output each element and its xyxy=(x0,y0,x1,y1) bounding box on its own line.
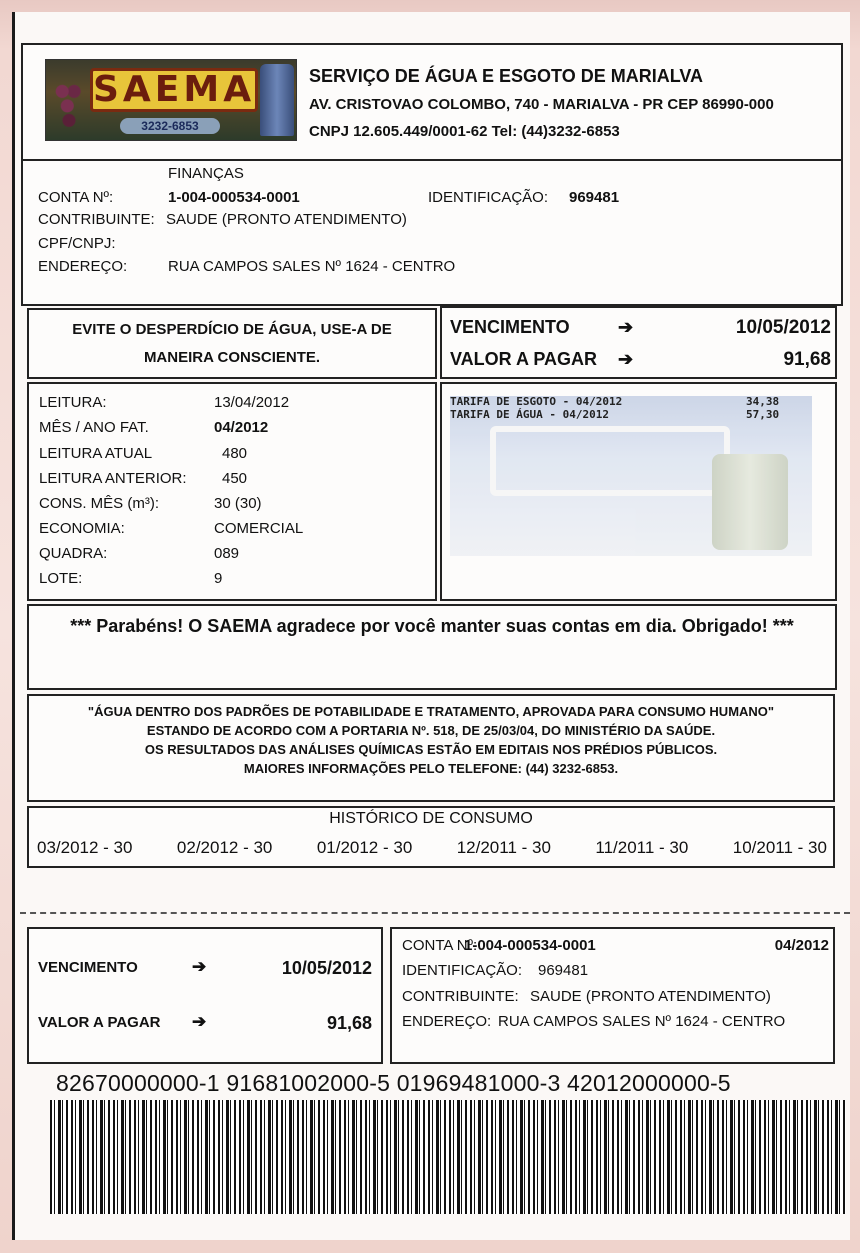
current-reading-label: LEITURA ATUAL xyxy=(39,445,153,462)
payment-barcode xyxy=(50,1100,846,1214)
barcode-digits: 82670000000-1 91681002000-5 01969481000-3 42012000000-5 xyxy=(56,1070,731,1096)
stub-due-summary xyxy=(27,927,383,1064)
stub-account-number: 1-004-000534-0001 xyxy=(464,937,596,954)
notice-line-4: MAIORES INFORMAÇÕES PELO TELEFONE: (44) 3232-6853. xyxy=(243,761,619,776)
block-label: QUADRA: xyxy=(39,545,108,562)
stub-account-label: CONTA Nº: xyxy=(402,937,478,954)
tariff-sewage-label: TARIFA DE ESGOTO - 04/2012 xyxy=(450,395,623,408)
consumption-history xyxy=(27,806,835,868)
waste-alert xyxy=(27,308,437,379)
stub-amount-value: 91,68 xyxy=(326,1013,372,1033)
lot-value: 9 xyxy=(214,570,223,587)
taxpayer-label: CONTRIBUINTE: xyxy=(38,211,155,228)
billing-month-value: 04/2012 xyxy=(214,419,269,436)
economy-label: ECONOMIA: xyxy=(39,520,125,537)
company-cnpj-tel: CNPJ 12.605.449/0001-62 Tel: (44)3232-6853 xyxy=(309,123,620,140)
account-number: 1-004-000534-0001 xyxy=(168,189,300,206)
reading-value: 13/04/2012 xyxy=(214,394,290,411)
cut-line xyxy=(20,912,850,914)
stub-due-label: VENCIMENTO xyxy=(38,959,138,976)
stub-id-value: 969481 xyxy=(538,962,589,979)
taxpayer-value: SAUDE (PRONTO ATENDIMENTO) xyxy=(166,211,407,228)
arrow-right-icon: ➔ xyxy=(618,317,634,337)
amount-value: 91,68 xyxy=(783,349,831,370)
company-name: SERVIÇO DE ÁGUA E ESGOTO DE MARIALVA xyxy=(309,66,704,86)
stub-customer-info xyxy=(390,927,835,1064)
stub-address-value: RUA CAMPOS SALES Nº 1624 - CENTRO xyxy=(498,1013,786,1030)
stub-due-date: 10/05/2012 xyxy=(281,958,372,978)
due-label: VENCIMENTO xyxy=(450,317,570,337)
thanks-text: *** Parabéns! O SAEMA agradece por você manter suas contas em dia. Obrigado! *** xyxy=(70,616,794,636)
history-item: 12/2011 - 30 xyxy=(456,838,551,857)
alert-line-1: EVITE O DESPERDÍCIO DE ÁGUA, USE-A DE xyxy=(72,321,392,338)
previous-reading-label: LEITURA ANTERIOR: xyxy=(39,470,187,487)
tariff-water-label: TARIFA DE ÁGUA - 04/2012 xyxy=(450,408,609,421)
consumption-value: 30 (30) xyxy=(214,495,262,512)
customer-info xyxy=(21,161,843,306)
history-list xyxy=(37,838,827,858)
id-label: IDENTIFICAÇÃO: xyxy=(428,189,549,206)
due-summary xyxy=(440,306,837,379)
meter-reading xyxy=(27,382,437,601)
bill-header xyxy=(21,43,843,161)
economy-value: COMERCIAL xyxy=(214,520,304,537)
tariff-details xyxy=(440,382,837,601)
current-reading-value: 480 xyxy=(222,445,248,462)
history-item: 01/2012 - 30 xyxy=(316,838,413,857)
valve-icon xyxy=(260,64,294,136)
history-item: 03/2012 - 30 xyxy=(37,838,133,857)
stub-address-label: ENDEREÇO: xyxy=(402,1013,492,1030)
consumption-label: CONS. MÊS (m³): xyxy=(39,495,159,512)
valve-icon xyxy=(712,454,788,550)
grapes-icon xyxy=(52,74,86,132)
billing-month-label: MÊS / ANO FAT. xyxy=(39,419,149,436)
stub-period: 04/2012 xyxy=(774,937,829,954)
amount-label: VALOR A PAGAR xyxy=(450,349,597,369)
notice-line-3: OS RESULTADOS DAS ANÁLISES QUÍMICAS ESTÃO EM EDITAIS NOS PRÉDIOS PÚBLICOS. xyxy=(144,742,718,757)
id-value: 969481 xyxy=(569,189,620,206)
potability-notice xyxy=(27,694,835,802)
account-label: CONTA Nº: xyxy=(38,189,114,206)
alert-line-2: MANEIRA CONSCIENTE. xyxy=(143,349,321,366)
thanks-message xyxy=(27,604,837,690)
logo-brand: SAEMA xyxy=(90,68,258,112)
notice-line-1: "ÁGUA DENTRO DOS PADRÕES DE POTABILIDADE E TRATAMENTO, APROVADA PARA CONSUMO HUMANO" xyxy=(87,704,775,719)
arrow-right-icon: ➔ xyxy=(618,349,634,369)
tariff-sewage-value: 34,38 xyxy=(746,395,780,408)
stub-id-label: IDENTIFICAÇÃO: xyxy=(402,962,523,979)
stub-amount-label: VALOR A PAGAR xyxy=(38,1014,161,1031)
logo-phone: 3232-6853 xyxy=(120,118,220,134)
history-title: HISTÓRICO DE CONSUMO xyxy=(329,810,533,827)
lot-label: LOTE: xyxy=(39,570,83,587)
due-date: 10/05/2012 xyxy=(735,317,831,338)
address-value: RUA CAMPOS SALES Nº 1624 - CENTRO xyxy=(168,258,456,275)
department: FINANÇAS xyxy=(168,165,244,182)
notice-line-2: ESTANDO DE ACORDO COM A PORTARIA Nº. 518, DE 25/03/04, DO MINISTÉRIO DA SAÚDE. xyxy=(146,723,716,738)
company-address: AV. CRISTOVAO COLOMBO, 740 - MARIALVA - PR CEP 86990-000 xyxy=(309,96,774,113)
stub-taxpayer-label: CONTRIBUINTE: xyxy=(402,988,519,1005)
address-label: ENDEREÇO: xyxy=(38,258,128,275)
watermark-logo xyxy=(490,426,730,496)
saema-logo xyxy=(45,59,297,141)
tariff-water-value: 57,30 xyxy=(746,408,780,421)
history-item: 10/2011 - 30 xyxy=(732,838,827,857)
cpf-label: CPF/CNPJ: xyxy=(38,235,116,252)
arrow-right-icon: ➔ xyxy=(192,1012,207,1031)
history-item: 11/2011 - 30 xyxy=(595,838,689,857)
reading-label: LEITURA: xyxy=(39,394,107,411)
stub-taxpayer-value: SAUDE (PRONTO ATENDIMENTO) xyxy=(530,988,771,1005)
previous-reading-value: 450 xyxy=(222,470,248,487)
history-item: 02/2012 - 30 xyxy=(176,838,273,857)
arrow-right-icon: ➔ xyxy=(192,957,207,976)
block-value: 089 xyxy=(214,545,240,562)
